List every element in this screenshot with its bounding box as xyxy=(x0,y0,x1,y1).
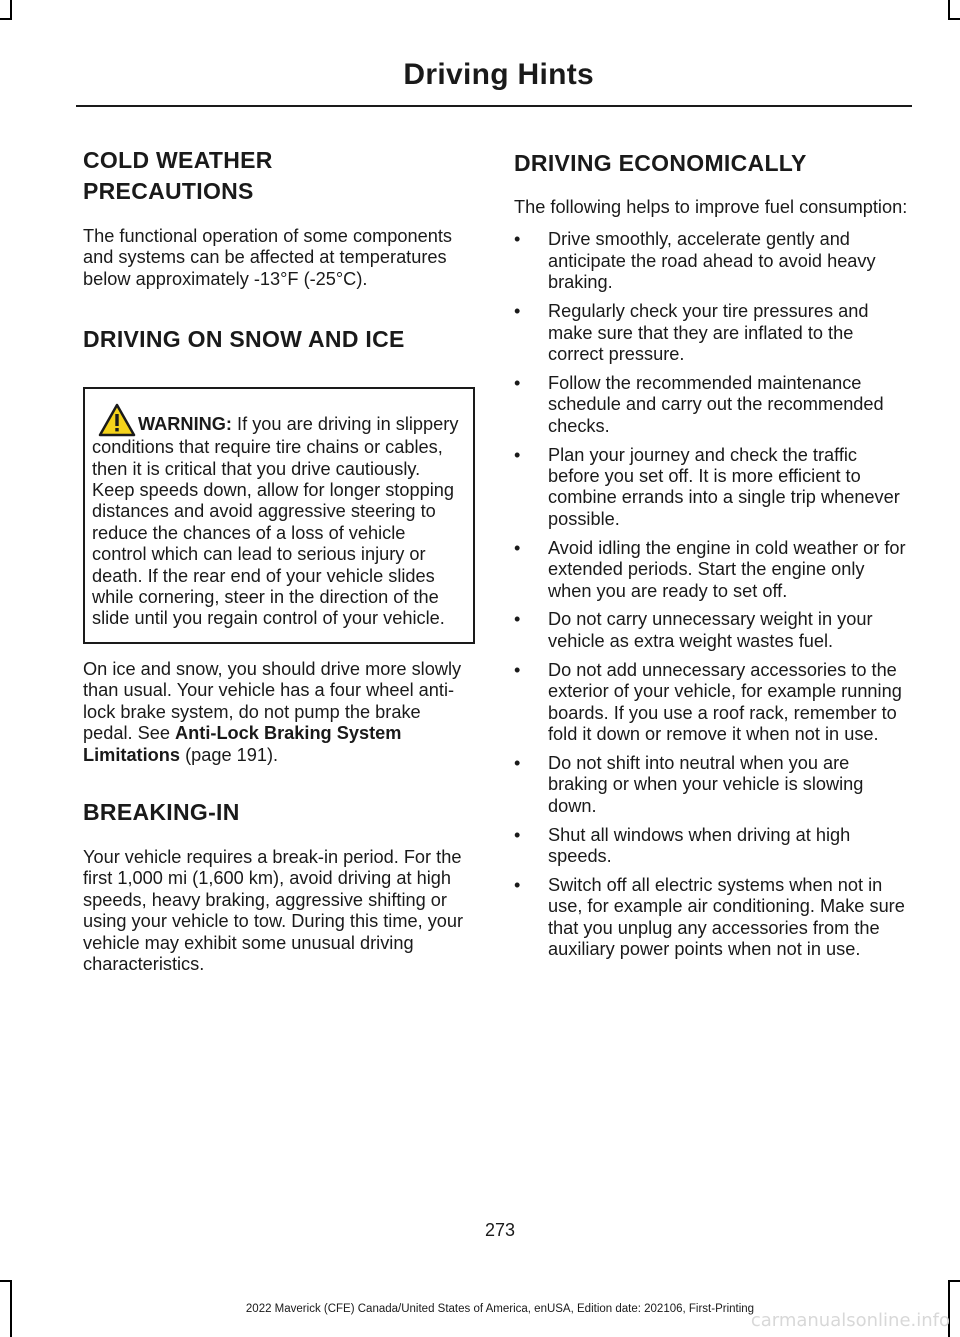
bullet-icon: • xyxy=(514,874,521,895)
list-item xyxy=(514,538,912,602)
list-item xyxy=(514,660,912,746)
bullet-icon: • xyxy=(514,752,521,773)
cold-weather-heading xyxy=(83,145,475,207)
snow-ice-body xyxy=(83,659,475,766)
list-item-text: Plan your journey and check the traffic before you set off. It is more efficient to combine errands into a single trip whenever possible. xyxy=(548,444,900,529)
list-item xyxy=(514,373,912,437)
driving-economically-intro: The following helps to improve fuel consumption: xyxy=(514,197,908,217)
watermark: carmanualsonline.info xyxy=(750,1310,950,1331)
warning-label: WARNING: xyxy=(138,414,232,435)
list-item-text: Follow the recommended maintenance schedule and carry out the recommended checks. xyxy=(548,372,884,436)
list-item xyxy=(514,609,912,652)
list-item-text: Switch off all electric systems when not in use, for example air conditioning. Make sure that you unplug any accessories from the auxiliary power points when not in use. xyxy=(548,874,905,960)
page-reference: (page 191). xyxy=(185,744,279,765)
warning-text: If you are driving in slippery conditions that require tire chains or cables, then it is critical that you drive cautiously. Keep speeds down, allow for longer stopping distances and avoid aggressive steering to reduce the chances of a loss of vehicle control which can lead to serious injury or death. If the rear end of your vehicle slides while cornering, steer in the direction of the slide until you regain control of your vehicle. xyxy=(92,414,459,629)
page-title: Driving Hints xyxy=(403,58,594,91)
crop-mark-bottom-right-h xyxy=(948,1280,960,1282)
list-item xyxy=(514,301,912,365)
breaking-in-body: Your vehicle requires a break-in period. For the first 1,000 mi (1,600 km), avoid driving at high speeds, heavy braking, aggressive shifting or using your vehicle to tow. During this time, your vehicle may exhibit some unusual driving characteristics. xyxy=(83,846,464,974)
header-divider xyxy=(76,105,912,107)
cold-weather-body: The functional operation of some components and systems can be affected at temperatures below approximately -13°F (-25°C). xyxy=(83,226,453,289)
list-item-text: Do not carry unnecessary weight in your vehicle as extra weight wastes fuel. xyxy=(548,609,873,651)
page-number: 273 xyxy=(484,1220,516,1240)
warning-triangle-icon xyxy=(98,403,136,437)
list-item xyxy=(514,229,912,293)
edition-footer: 2022 Maverick (CFE) Canada/United States of America, enUSA, Edition date: 202106, First-Printing xyxy=(245,1303,755,1315)
list-item xyxy=(514,445,912,531)
bullet-icon: • xyxy=(514,229,521,250)
bullet-icon: • xyxy=(514,444,521,465)
bullet-icon: • xyxy=(514,659,521,680)
list-item xyxy=(514,875,912,961)
cold-weather-heading-line1: COLD WEATHER xyxy=(83,147,273,173)
warning-box xyxy=(83,387,475,644)
driving-economically-heading: DRIVING ECONOMICALLY xyxy=(514,150,807,176)
list-item-text: Regularly check your tire pressures and make sure that they are inflated to the correct pressure. xyxy=(548,301,869,364)
list-item-text: Do not shift into neutral when you are braking or when your vehicle is slowing down. xyxy=(548,752,864,816)
cold-weather-heading-line2: PRECAUTIONS xyxy=(83,178,254,204)
anti-lock-braking-link[interactable]: Anti-Lock Braking System Limitations xyxy=(83,723,402,765)
bullet-icon: • xyxy=(514,372,521,393)
list-item-text: Drive smoothly, accelerate gently and anticipate the road ahead to avoid heavy braking. xyxy=(548,229,876,293)
list-item-text: Avoid idling the engine in cold weather or for extended periods. Start the engine only when you are ready to set off. xyxy=(548,537,906,601)
bullet-icon: • xyxy=(514,824,521,845)
crop-mark-top-left-h xyxy=(0,18,12,20)
crop-mark-top-right-h xyxy=(948,18,960,20)
bullet-icon: • xyxy=(514,301,521,322)
crop-mark-bottom-left-h xyxy=(0,1280,12,1282)
crop-mark-top-left-v xyxy=(10,0,12,20)
bullet-icon: • xyxy=(514,609,521,630)
breaking-in-heading: BREAKING-IN xyxy=(83,798,240,825)
economy-tips-list xyxy=(514,229,912,960)
list-item-text: Shut all windows when driving at high speeds. xyxy=(548,824,851,866)
snow-ice-heading: DRIVING ON SNOW AND ICE xyxy=(83,326,405,353)
right-column xyxy=(514,145,912,968)
left-column xyxy=(83,145,475,975)
bullet-icon: • xyxy=(514,537,521,558)
snow-ice-body-text: On ice and snow, you should drive more slowly than usual. Your vehicle has a four wheel anti-lock brake system, do not pump the brake pedal. See xyxy=(83,658,462,744)
list-item-text: Do not add unnecessary accessories to the exterior of your vehicle, for example running boards. If you use a roof rack, remember to fold it down or remove it when not in use. xyxy=(548,659,902,744)
crop-mark-top-right-v xyxy=(948,0,950,20)
list-item xyxy=(514,753,912,817)
list-item xyxy=(514,825,912,868)
